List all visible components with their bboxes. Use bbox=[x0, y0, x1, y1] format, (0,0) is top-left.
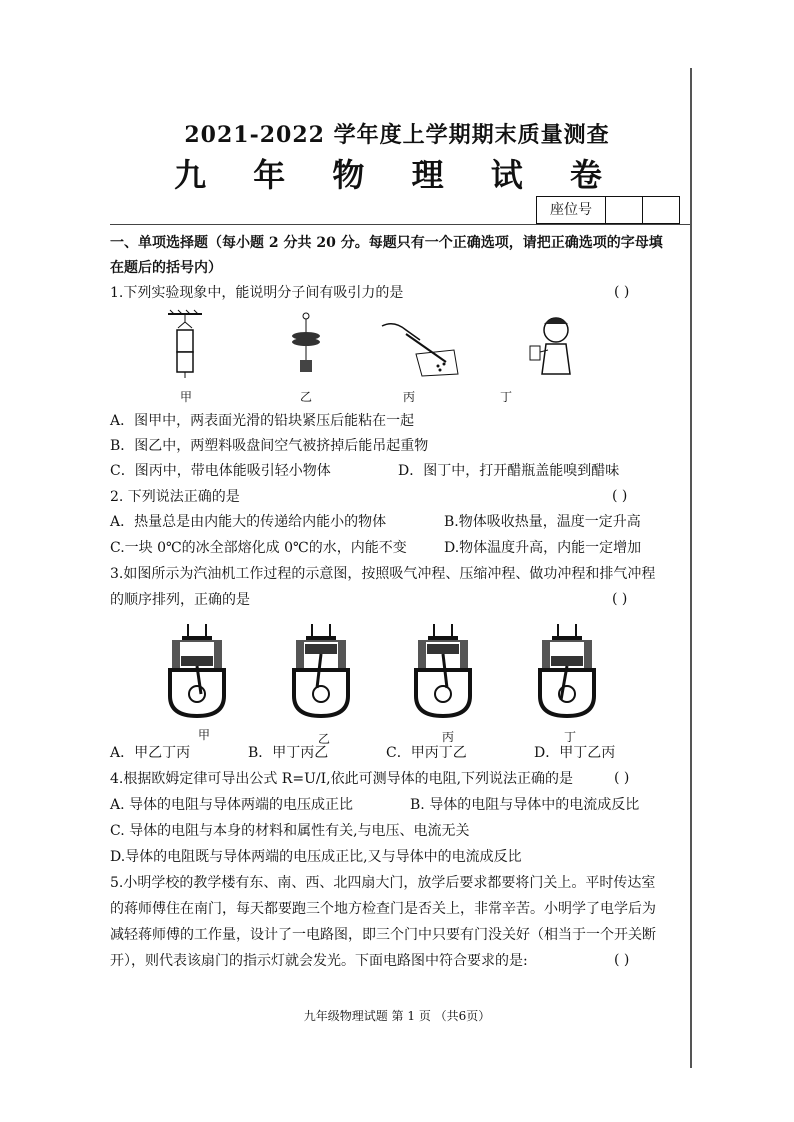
q1-label-ding: 丁 bbox=[500, 390, 513, 404]
q3-answer-paren[interactable]: ( ) bbox=[612, 591, 628, 607]
q4-answer-paren[interactable]: ( ) bbox=[614, 770, 630, 786]
q4-option-c: C. 导体的电阻与本身的材料和属性有关,与电压、电流无关 bbox=[110, 823, 470, 839]
q3-engine-bing bbox=[412, 620, 474, 720]
q3-label-ding: 丁 bbox=[564, 730, 577, 744]
q5-line-1: 5.小明学校的教学楼有东、南、西、北四扇大门，放学后要求都要将门关上。平时传达室 bbox=[110, 875, 656, 891]
q1-stem: 1.下列实验现象中，能说明分子间有吸引力的是 bbox=[110, 285, 404, 301]
q5-line-2: 的蒋师傅住在南门，每天都要跑三个地方检查门是否关上，非常辛苦。小明学了电学后为 bbox=[110, 901, 656, 917]
q1-label-jia: 甲 bbox=[180, 390, 193, 404]
q2-option-b: B.物体吸收热量，温度一定升高 bbox=[444, 514, 641, 530]
q1-answer-paren[interactable]: ( ) bbox=[614, 284, 630, 300]
q3-label-bing: 丙 bbox=[442, 730, 455, 744]
q3-engine-jia bbox=[166, 620, 228, 720]
section1-heading-line1: 一、单项选择题（每小题 2 分共 20 分。每题只有一个正确选项，请把正确选项的字母填 bbox=[110, 235, 663, 251]
q5-line-3: 减轻蒋师傅的工作量，设计了一电路图，即三个门中只要有门没关好（相当于一个开关断 bbox=[110, 927, 656, 943]
seat-cell-2[interactable] bbox=[643, 197, 679, 223]
section1-heading-line2: 在题后的括号内） bbox=[110, 260, 222, 276]
q5-line-4: 开），则代表该扇门的指示灯就会发光。下面电路图中符合要求的是: bbox=[110, 953, 528, 969]
q4-option-b: B. 导体的电阻与导体中的电流成反比 bbox=[410, 797, 640, 813]
q3-option-c: C．甲丙丁乙 bbox=[386, 745, 467, 761]
q2-option-d: D.物体温度升高，内能一定增加 bbox=[444, 540, 642, 556]
q3-label-jia: 甲 bbox=[198, 728, 211, 742]
q1-label-bing: 丙 bbox=[403, 390, 416, 404]
q1-figure-bing bbox=[380, 320, 460, 380]
q1-option-d: D．图丁中，打开醋瓶盖能嗅到醋味 bbox=[398, 463, 620, 479]
exam-title-line1: 2021-2022 学年度上学期期末质量测查 bbox=[184, 122, 610, 148]
seat-cell-1[interactable] bbox=[606, 197, 643, 223]
q1-option-c: C．图丙中，带电体能吸引轻小物体 bbox=[110, 463, 331, 479]
page-footer: 九年级物理试题 第 1 页 （共6页） bbox=[303, 1009, 491, 1023]
q3-stem-line1: 3.如图所示为汽油机工作过程的示意图，按照吸气冲程、压缩冲程、做功冲程和排气冲程 bbox=[110, 566, 656, 582]
q3-option-b: B．甲丁丙乙 bbox=[248, 745, 329, 761]
q3-engine-ding bbox=[536, 620, 598, 720]
q4-option-a: A. 导体的电阻与导体两端的电压成正比 bbox=[110, 797, 354, 813]
q1-option-b: B．图乙中，两塑料吸盘间空气被挤掉后能吊起重物 bbox=[110, 438, 429, 454]
q2-option-a: A．热量总是由内能大的传递给内能小的物体 bbox=[110, 514, 387, 530]
q1-figure-ding bbox=[524, 310, 580, 380]
q1-figure-yi bbox=[286, 310, 326, 380]
q3-option-d: D．甲丁乙丙 bbox=[534, 745, 616, 761]
seat-label: 座位号 bbox=[537, 197, 606, 223]
q4-stem: 4.根据欧姆定律可导出公式 R=U/I,依此可测导体的电阻,下列说法正确的是 bbox=[110, 771, 574, 787]
q2-answer-paren[interactable]: ( ) bbox=[612, 488, 628, 504]
q2-option-c: C.一块 0℃的冰全部熔化成 0℃的水，内能不变 bbox=[110, 540, 407, 556]
q2-stem: 2. 下列说法正确的是 bbox=[110, 489, 240, 505]
q3-label-yi: 乙 bbox=[318, 732, 331, 746]
q5-answer-paren[interactable]: ( ) bbox=[614, 952, 630, 968]
q4-option-d: D.导体的电阻既与导体两端的电压成正比,又与导体中的电流成反比 bbox=[110, 849, 522, 865]
q3-engine-yi bbox=[290, 620, 352, 720]
seat-number-box bbox=[536, 196, 680, 224]
q1-option-a: A．图甲中，两表面光滑的铅块紧压后能粘在一起 bbox=[110, 413, 415, 429]
q3-stem-line2: 的顺序排列，正确的是 bbox=[110, 592, 250, 608]
q1-label-yi: 乙 bbox=[300, 390, 313, 404]
exam-title-line2: 九 年 物 理 试 卷 bbox=[174, 156, 620, 194]
q3-option-a: A．甲乙丁丙 bbox=[110, 745, 191, 761]
header-divider bbox=[110, 224, 690, 225]
q1-figure-jia bbox=[160, 310, 210, 380]
page-edge-line bbox=[690, 68, 692, 1068]
